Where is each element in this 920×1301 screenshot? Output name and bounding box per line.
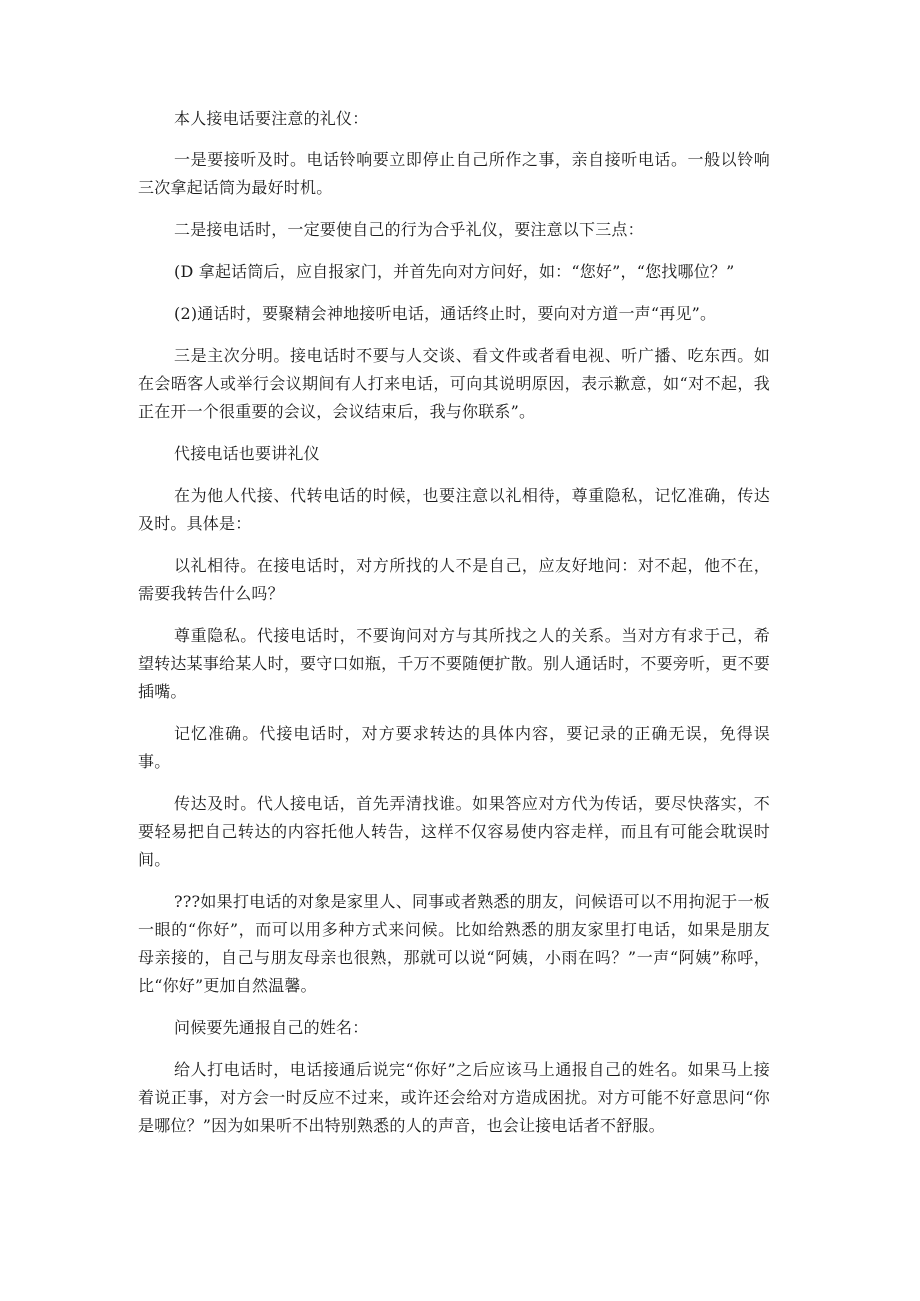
paragraph-timely-relay: 传达及时。代人接电话，首先弄清找谁。如果答应对方代为传话，要尽快落实，不要轻易把自己转达的内容托他人转告，这样不仅容易使内容走样，而且有可能会耽误时间。 — [138, 794, 770, 869]
paragraph-announce-name: 给人打电话时，电话接通后说完“你好”之后应该马上通报自己的姓名。如果马上接着说正事，对方会一时反应不过来，或许还会给对方造成困扰。对方可能不好意思问“你是哪位？”因为如果听不出特别熟悉的人的声音，也会让接电话者不舒服。 — [138, 1060, 770, 1135]
paragraph-privacy: 尊重隐私。代接电话时，不要询问对方与其所找之人的关系。当对方有求于己，希望转达某事给某人时，要守口如瓶，千万不要随便扩散。别人通话时，不要旁听，更不要插嘴。 — [138, 626, 770, 701]
document-page — [138, 105, 770, 1140]
paragraph-point-1: (D 拿起话筒后，应自报家门，并首先向对方问好，如：“您好”，“您找哪位？” — [174, 262, 735, 281]
paragraph-point-2: (2)通话时，要聚精会神地接听电话，通话终止时，要向对方道一声“再见”。 — [174, 304, 717, 323]
paragraph-greeting-familiar: ???如果打电话的对象是家里人、同事或者熟悉的朋友，问候语可以不用拘泥于一板一眼的“你好”，而可以用多种方式来问候。比如给熟悉的朋友家里打电话，如果是朋友母亲接的，自己与朋友母亲也很熟，那就可以说“阿姨，小雨在吗？”一声“阿姨”称呼，比“你好”更加自然温馨。 — [138, 892, 770, 995]
paragraph-courtesy: 以礼相待。在接电话时，对方所找的人不是自己，应友好地问：对不起，他不在，需要我转告什么吗？ — [138, 556, 770, 603]
paragraph-heading-announce-name: 问候要先通报自己的姓名： — [174, 1018, 369, 1037]
paragraph-answer-promptly: 一是要接听及时。电话铃响要立即停止自己所作之事，亲自接听电话。一般以铃响三次拿起话筒为最好时机。 — [138, 150, 770, 197]
paragraph-heading-own-call: 本人接电话要注意的礼仪： — [174, 109, 369, 128]
paragraph-priorities: 三是主次分明。接电话时不要与人交谈、看文件或者看电视、听广播、吃东西。如在会晤客人或举行会议期间有人打来电话，可向其说明原因，表示歉意，如“对不起，我正在开一个很重要的会议，会议结束后，我与你联系”。 — [138, 346, 770, 421]
paragraph-accurate-memory: 记忆准确。代接电话时，对方要求转达的具体内容，要记录的正确无误，免得误事。 — [138, 724, 770, 771]
paragraph-behavior-rules: 二是接电话时，一定要使自己的行为合乎礼仪，要注意以下三点： — [174, 220, 644, 239]
paragraph-heading-proxy-call: 代接电话也要讲礼仪 — [174, 444, 320, 463]
paragraph-proxy-intro: 在为他人代接、代转电话的时候，也要注意以礼相待，尊重隐私，记忆准确，传达及时。具体是： — [138, 486, 770, 533]
